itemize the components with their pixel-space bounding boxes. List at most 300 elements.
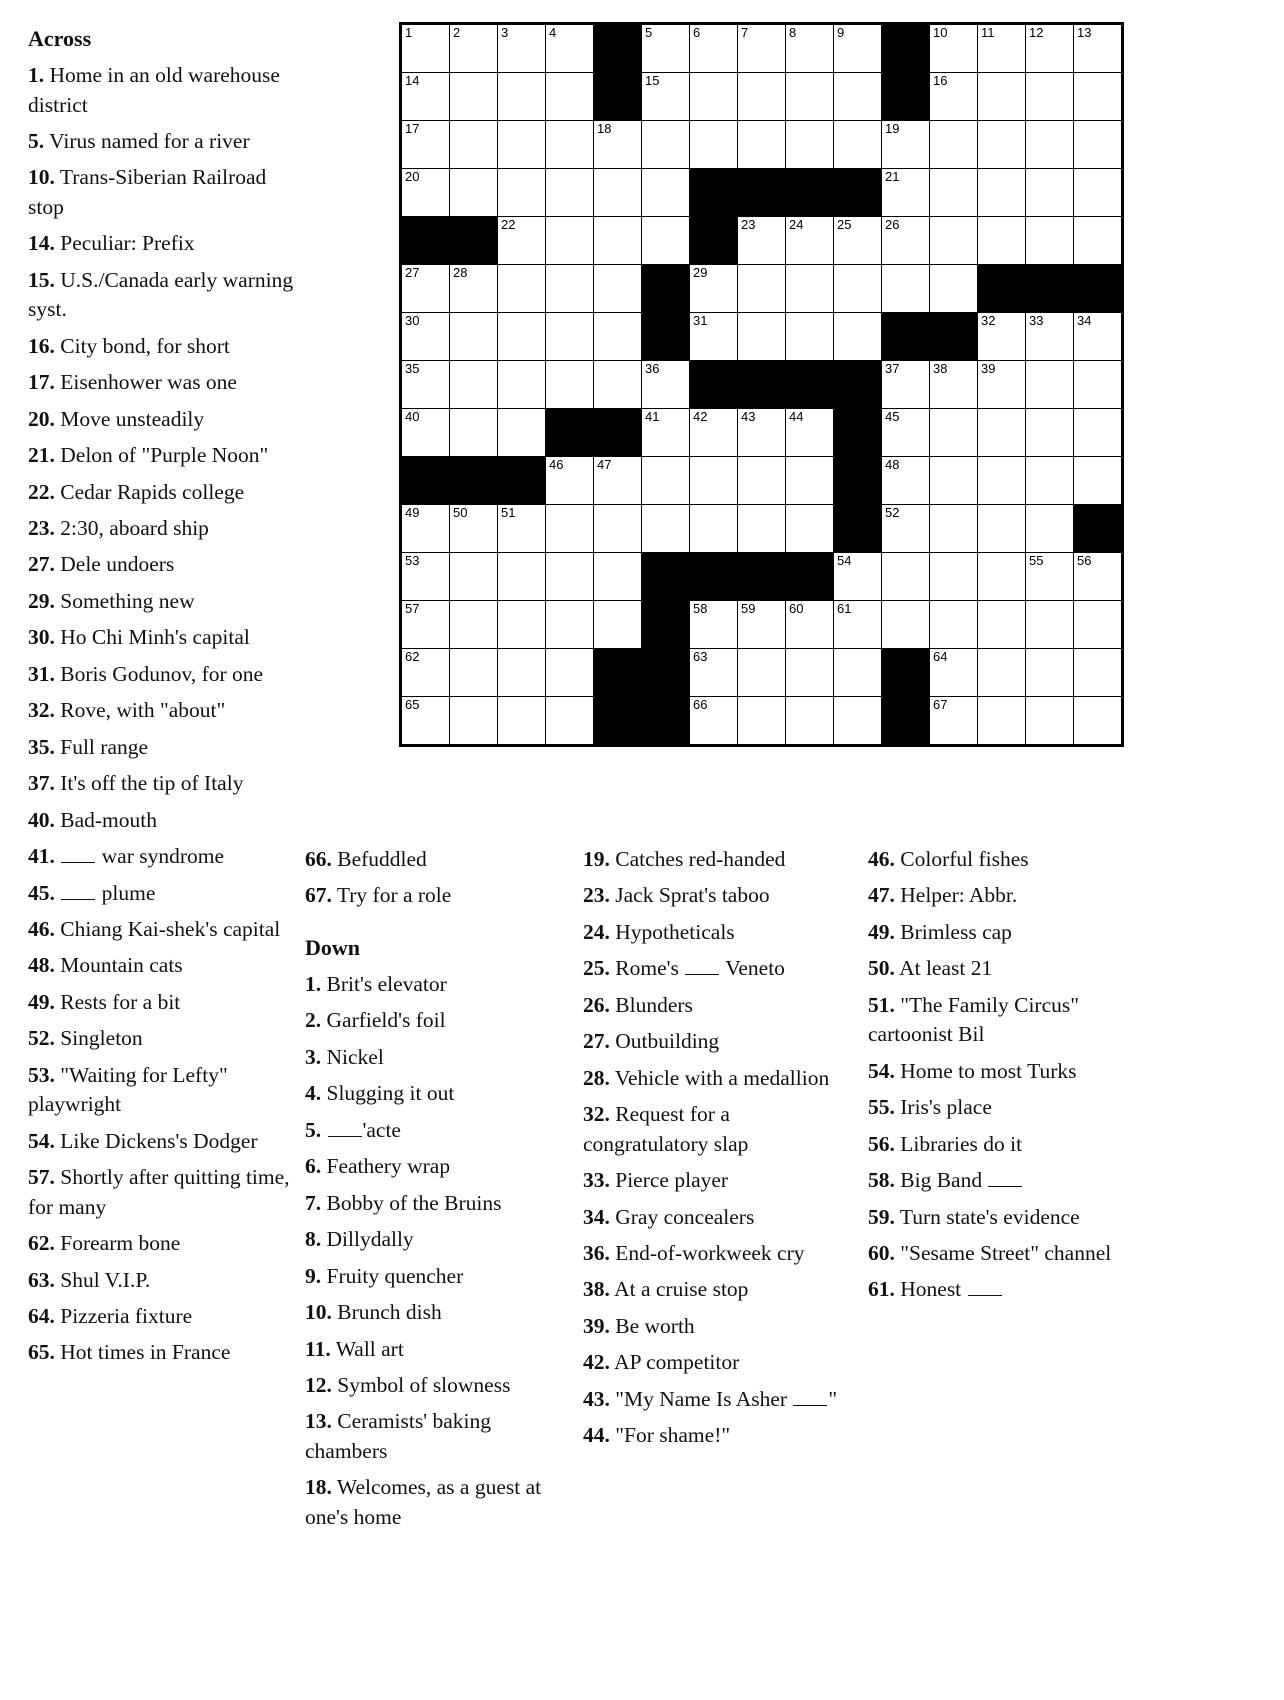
clue-item[interactable] [305, 1189, 563, 1218]
clue-text: Boris Godunov, for one [60, 661, 264, 686]
grid-cell[interactable] [834, 553, 882, 601]
grid-cell[interactable] [642, 217, 690, 265]
grid-cell[interactable] [1026, 649, 1074, 697]
grid-cell[interactable] [546, 217, 594, 265]
grid-cell[interactable] [834, 601, 882, 649]
grid-cell[interactable] [738, 601, 786, 649]
grid-cell[interactable] [930, 24, 978, 73]
grid-cell[interactable] [642, 457, 690, 505]
grid-cell[interactable] [978, 121, 1026, 169]
grid-row [401, 409, 1123, 457]
clue-item[interactable] [305, 1335, 563, 1364]
grid-cell[interactable] [738, 121, 786, 169]
grid-cell[interactable] [401, 24, 450, 73]
grid-cell[interactable] [930, 553, 978, 601]
grid-cell[interactable] [546, 649, 594, 697]
grid-cell[interactable] [450, 601, 498, 649]
grid-cell[interactable] [834, 24, 882, 73]
grid-cell[interactable] [930, 409, 978, 457]
grid-cell[interactable] [642, 24, 690, 73]
grid-cell[interactable] [834, 265, 882, 313]
grid-cell[interactable] [786, 313, 834, 361]
clue-text: Turn state's evidence [899, 1204, 1080, 1229]
grid-cell[interactable] [690, 505, 738, 553]
grid-cell[interactable] [738, 409, 786, 457]
grid-cell[interactable] [1074, 24, 1123, 73]
grid-cell[interactable] [882, 361, 930, 409]
grid-cell[interactable] [930, 217, 978, 265]
grid-cell[interactable] [498, 24, 546, 73]
clue-item[interactable] [28, 988, 300, 1017]
grid-cell[interactable] [401, 265, 450, 313]
clue-item[interactable] [583, 1348, 855, 1377]
grid-cell[interactable] [498, 313, 546, 361]
grid-cell[interactable] [978, 457, 1026, 505]
grid-cell[interactable] [738, 24, 786, 73]
clue-item[interactable] [583, 1312, 855, 1341]
grid-cell[interactable] [834, 697, 882, 746]
clue-item[interactable] [28, 514, 300, 543]
grid-cell[interactable] [642, 409, 690, 457]
grid-cell[interactable] [450, 553, 498, 601]
clue-item[interactable] [583, 1239, 855, 1268]
grid-cell[interactable] [450, 73, 498, 121]
crossword-grid[interactable] [399, 22, 1124, 747]
grid-cell[interactable] [930, 169, 978, 217]
grid-cell[interactable] [1026, 505, 1074, 553]
grid-cell[interactable] [594, 265, 642, 313]
grid-cell[interactable] [594, 457, 642, 505]
grid-cell[interactable] [882, 265, 930, 313]
grid-cell[interactable] [1026, 217, 1074, 265]
grid-cell[interactable] [450, 505, 498, 553]
grid-cell[interactable] [498, 121, 546, 169]
clue-item[interactable] [868, 918, 1133, 947]
grid-cell[interactable] [1074, 73, 1123, 121]
grid-cell[interactable] [498, 217, 546, 265]
grid-cell[interactable] [594, 505, 642, 553]
grid-cell[interactable] [690, 457, 738, 505]
grid-cell[interactable] [401, 649, 450, 697]
clue-item[interactable] [583, 1166, 855, 1195]
clue-item[interactable] [583, 1064, 855, 1093]
grid-cell[interactable] [834, 73, 882, 121]
clue-item[interactable] [28, 61, 300, 120]
clue-number: 17. [28, 370, 55, 395]
grid-cell[interactable] [930, 73, 978, 121]
grid-cell[interactable] [834, 649, 882, 697]
grid-cell[interactable] [690, 697, 738, 746]
clue-item[interactable] [868, 881, 1133, 910]
clue-item[interactable] [28, 368, 300, 397]
grid-row [401, 313, 1123, 361]
grid-cell[interactable] [594, 553, 642, 601]
grid-cell[interactable] [1074, 121, 1123, 169]
clue-item[interactable] [28, 332, 300, 361]
grid-cell[interactable] [1026, 121, 1074, 169]
grid-cell[interactable] [450, 361, 498, 409]
grid-cell[interactable] [1074, 361, 1123, 409]
clue-number: 35. [28, 734, 55, 759]
grid-cell[interactable] [834, 217, 882, 265]
grid-cell[interactable] [834, 313, 882, 361]
clue-item[interactable] [28, 769, 300, 798]
grid-cell[interactable] [786, 649, 834, 697]
grid-cell[interactable] [642, 361, 690, 409]
clue-item[interactable] [583, 1100, 855, 1159]
grid-cell-number: 15 [645, 73, 660, 88]
clue-item[interactable] [868, 845, 1133, 874]
grid-cell[interactable] [450, 121, 498, 169]
grid-cell[interactable] [401, 697, 450, 746]
grid-cell[interactable] [1074, 409, 1123, 457]
grid-cell[interactable] [930, 457, 978, 505]
grid-cell[interactable] [978, 169, 1026, 217]
clue-item[interactable] [868, 1130, 1133, 1159]
clue-item[interactable] [28, 1302, 300, 1331]
grid-cell[interactable] [594, 217, 642, 265]
clue-item[interactable] [28, 806, 300, 835]
grid-cell[interactable] [1074, 697, 1123, 746]
grid-cell[interactable] [450, 409, 498, 457]
clue-item[interactable] [868, 1057, 1133, 1086]
grid-cell[interactable] [738, 505, 786, 553]
clue-item[interactable] [305, 1407, 563, 1466]
clue-number: 14. [28, 231, 55, 256]
grid-cell[interactable] [690, 649, 738, 697]
clue-number: 49. [28, 989, 55, 1014]
grid-cell[interactable] [546, 553, 594, 601]
grid-cell[interactable] [882, 217, 930, 265]
grid-cell[interactable] [498, 73, 546, 121]
clue-item[interactable] [28, 696, 300, 725]
grid-cell[interactable] [882, 505, 930, 553]
grid-cell[interactable] [978, 649, 1026, 697]
grid-cell[interactable] [978, 24, 1026, 73]
across-heading: Across [28, 26, 92, 51]
clue-item[interactable] [868, 954, 1133, 983]
grid-cell[interactable] [978, 73, 1026, 121]
clue-item[interactable] [28, 1266, 300, 1295]
clue-item[interactable] [305, 881, 563, 910]
grid-cell[interactable] [690, 601, 738, 649]
grid-cell[interactable] [546, 24, 594, 73]
clue-item[interactable] [305, 1473, 563, 1532]
grid-cell[interactable] [1026, 697, 1074, 746]
clue-blank [793, 1387, 827, 1406]
grid-cell[interactable] [882, 601, 930, 649]
grid-cell[interactable] [498, 553, 546, 601]
grid-cell[interactable] [594, 121, 642, 169]
grid-cell[interactable] [450, 697, 498, 746]
clue-item[interactable] [28, 587, 300, 616]
clue-item[interactable] [305, 1225, 563, 1254]
grid-cell[interactable] [594, 313, 642, 361]
clue-number: 12. [305, 1373, 332, 1398]
clue-item[interactable] [305, 1298, 563, 1327]
clue-item[interactable] [28, 1338, 300, 1367]
grid-cell[interactable] [1026, 313, 1074, 361]
grid-cell[interactable] [546, 169, 594, 217]
clue-item[interactable] [868, 1166, 1133, 1195]
grid-cell[interactable] [738, 217, 786, 265]
clue-text: City bond, for short [60, 333, 230, 358]
clue-number: 16. [28, 333, 55, 358]
grid-cell[interactable] [498, 169, 546, 217]
grid-cell[interactable] [498, 409, 546, 457]
clue-item[interactable] [868, 1203, 1133, 1232]
grid-cell[interactable] [546, 601, 594, 649]
clue-item[interactable] [28, 163, 300, 222]
clue-item[interactable] [583, 1421, 855, 1450]
clue-item[interactable] [868, 1093, 1133, 1122]
grid-cell[interactable] [594, 601, 642, 649]
grid-cell[interactable] [930, 361, 978, 409]
grid-cell[interactable] [594, 361, 642, 409]
grid-cell[interactable] [786, 505, 834, 553]
clue-item[interactable] [28, 733, 300, 762]
clue-text: Colorful fishes [900, 847, 1029, 871]
grid-cell[interactable] [1026, 73, 1074, 121]
grid-cell[interactable] [546, 697, 594, 746]
clue-text: Jack Sprat's taboo [615, 883, 770, 908]
grid-cell[interactable] [930, 505, 978, 553]
grid-table[interactable] [399, 22, 1124, 747]
grid-cell[interactable] [594, 169, 642, 217]
clue-text: "The Family Circus" cartoonist Bil [868, 992, 1080, 1047]
grid-cell[interactable] [401, 601, 450, 649]
grid-cell[interactable] [882, 409, 930, 457]
grid-cell[interactable] [642, 169, 690, 217]
clue-item[interactable] [305, 1371, 563, 1400]
grid-cell[interactable] [786, 121, 834, 169]
clue-item[interactable] [28, 879, 300, 908]
clue-item[interactable] [305, 1116, 563, 1145]
grid-cell[interactable] [690, 121, 738, 169]
grid-cell[interactable] [1074, 649, 1123, 697]
clue-item[interactable] [583, 845, 855, 874]
clue-item[interactable] [583, 991, 855, 1020]
clue-item[interactable] [28, 1163, 300, 1222]
grid-cell-number: 57 [405, 601, 420, 616]
clue-item[interactable] [28, 229, 300, 258]
grid-row [401, 73, 1123, 121]
grid-cell[interactable] [498, 601, 546, 649]
clue-item[interactable] [28, 1229, 300, 1258]
clue-item[interactable] [28, 1127, 300, 1156]
grid-cell[interactable] [546, 505, 594, 553]
grid-cell[interactable] [978, 553, 1026, 601]
clue-item[interactable] [28, 660, 300, 689]
grid-cell[interactable] [450, 24, 498, 73]
clue-item[interactable] [583, 1203, 855, 1232]
clue-text: Ceramists' baking chambers [305, 1409, 492, 1463]
grid-cell[interactable] [546, 361, 594, 409]
grid-cell[interactable] [786, 457, 834, 505]
grid-cell[interactable] [1074, 169, 1123, 217]
grid-cell[interactable] [882, 121, 930, 169]
clue-item[interactable] [305, 1043, 563, 1072]
grid-cell[interactable] [1074, 601, 1123, 649]
grid-cell[interactable] [546, 121, 594, 169]
clue-item[interactable] [28, 1061, 300, 1120]
clue-item[interactable] [305, 970, 563, 999]
clue-item[interactable] [583, 918, 855, 947]
grid-cell[interactable] [786, 265, 834, 313]
clue-item[interactable] [28, 842, 300, 871]
grid-cell[interactable] [1026, 409, 1074, 457]
clue-item[interactable] [28, 266, 300, 325]
grid-cell[interactable] [401, 505, 450, 553]
grid-cell[interactable] [978, 601, 1026, 649]
grid-cell[interactable] [1026, 457, 1074, 505]
clue-item[interactable] [28, 915, 300, 944]
grid-cell[interactable] [642, 73, 690, 121]
clue-number: 42. [583, 1350, 610, 1375]
grid-cell[interactable] [978, 217, 1026, 265]
grid-cell[interactable] [978, 505, 1026, 553]
grid-cell-number: 50 [453, 505, 468, 520]
clue-number: 54. [868, 1058, 895, 1083]
clue-number: 30. [28, 625, 55, 650]
grid-cell[interactable] [401, 73, 450, 121]
clue-item[interactable] [28, 623, 300, 652]
clue-number: 20. [28, 406, 55, 431]
clue-item[interactable] [28, 405, 300, 434]
clue-item[interactable] [583, 1027, 855, 1056]
grid-cell[interactable] [786, 601, 834, 649]
grid-cell-number: 6 [693, 25, 701, 40]
grid-cell[interactable] [401, 409, 450, 457]
grid-cell[interactable] [978, 697, 1026, 746]
clue-item[interactable] [28, 441, 300, 470]
clue-item[interactable] [28, 478, 300, 507]
grid-cell[interactable] [978, 361, 1026, 409]
grid-cell[interactable] [450, 265, 498, 313]
grid-cell-number: 62 [405, 649, 420, 664]
grid-cell[interactable] [1026, 601, 1074, 649]
grid-cell[interactable] [498, 361, 546, 409]
clue-item[interactable] [583, 881, 855, 910]
grid-cell[interactable] [450, 649, 498, 697]
grid-cell[interactable] [738, 313, 786, 361]
clue-text: Rome's Veneto [615, 956, 785, 981]
clue-item[interactable] [28, 951, 300, 980]
grid-cell[interactable] [738, 265, 786, 313]
grid-cell[interactable] [882, 553, 930, 601]
clue-item[interactable] [305, 1152, 563, 1181]
grid-cell[interactable] [690, 265, 738, 313]
grid-cell[interactable] [690, 313, 738, 361]
clue-item[interactable] [28, 1024, 300, 1053]
grid-cell[interactable] [978, 313, 1026, 361]
grid-cell[interactable] [1026, 361, 1074, 409]
grid-cell[interactable] [834, 121, 882, 169]
grid-cell[interactable] [498, 649, 546, 697]
grid-cell[interactable] [546, 457, 594, 505]
grid-cell-blocked [401, 217, 450, 265]
clue-item[interactable] [583, 954, 855, 983]
grid-cell[interactable] [882, 169, 930, 217]
grid-cell[interactable] [450, 169, 498, 217]
grid-cell[interactable] [786, 217, 834, 265]
grid-cell[interactable] [930, 697, 978, 746]
grid-cell[interactable] [738, 697, 786, 746]
grid-cell[interactable] [401, 553, 450, 601]
clue-text: Honest [900, 1277, 1002, 1301]
grid-cell[interactable] [690, 409, 738, 457]
grid-cell[interactable] [498, 265, 546, 313]
clue-item[interactable] [583, 1385, 855, 1414]
clue-item[interactable] [305, 845, 563, 874]
clue-text: Helper: Abbr. [900, 883, 1018, 908]
grid-cell-blocked [1026, 265, 1074, 313]
grid-cell[interactable] [930, 265, 978, 313]
clue-item[interactable] [305, 1262, 563, 1291]
grid-cell[interactable] [546, 73, 594, 121]
grid-cell[interactable] [498, 697, 546, 746]
grid-cell[interactable] [642, 505, 690, 553]
grid-cell[interactable] [546, 313, 594, 361]
grid-cell[interactable] [690, 73, 738, 121]
clue-number: 34. [583, 1204, 610, 1229]
grid-cell[interactable] [1074, 217, 1123, 265]
grid-cell[interactable] [786, 697, 834, 746]
grid-cell[interactable] [546, 265, 594, 313]
grid-cell-number: 40 [405, 409, 420, 424]
grid-cell-number: 59 [741, 601, 756, 616]
grid-cell[interactable] [738, 73, 786, 121]
grid-cell[interactable] [401, 313, 450, 361]
grid-cell[interactable] [882, 457, 930, 505]
clue-item[interactable] [868, 991, 1133, 1050]
clue-number: 33. [583, 1168, 610, 1193]
clue-item[interactable] [28, 550, 300, 579]
grid-cell[interactable] [1026, 24, 1074, 73]
grid-cell[interactable] [498, 505, 546, 553]
grid-cell[interactable] [738, 457, 786, 505]
grid-cell[interactable] [401, 121, 450, 169]
grid-cell[interactable] [786, 409, 834, 457]
clue-item[interactable] [28, 127, 300, 156]
grid-cell[interactable] [1026, 553, 1074, 601]
grid-cell[interactable] [690, 24, 738, 73]
grid-cell[interactable] [738, 649, 786, 697]
clue-text: Bad-mouth [60, 807, 157, 832]
grid-cell[interactable] [978, 409, 1026, 457]
clue-item[interactable] [305, 1006, 563, 1035]
clue-item[interactable] [868, 1239, 1133, 1268]
grid-cell[interactable] [930, 649, 978, 697]
grid-cell[interactable] [401, 361, 450, 409]
grid-cell[interactable] [1074, 553, 1123, 601]
grid-cell[interactable] [786, 73, 834, 121]
grid-cell[interactable] [450, 313, 498, 361]
grid-cell[interactable] [786, 24, 834, 73]
clue-item[interactable] [868, 1275, 1133, 1304]
grid-cell[interactable] [930, 121, 978, 169]
clue-item[interactable] [305, 1079, 563, 1108]
grid-cell[interactable] [1074, 313, 1123, 361]
grid-cell[interactable] [1026, 169, 1074, 217]
clue-item[interactable] [583, 1275, 855, 1304]
grid-cell[interactable] [930, 601, 978, 649]
clue-text: Shul V.I.P. [60, 1267, 151, 1292]
grid-cell[interactable] [401, 169, 450, 217]
grid-cell[interactable] [642, 121, 690, 169]
grid-cell[interactable] [1074, 457, 1123, 505]
clue-number: 46. [868, 847, 895, 871]
